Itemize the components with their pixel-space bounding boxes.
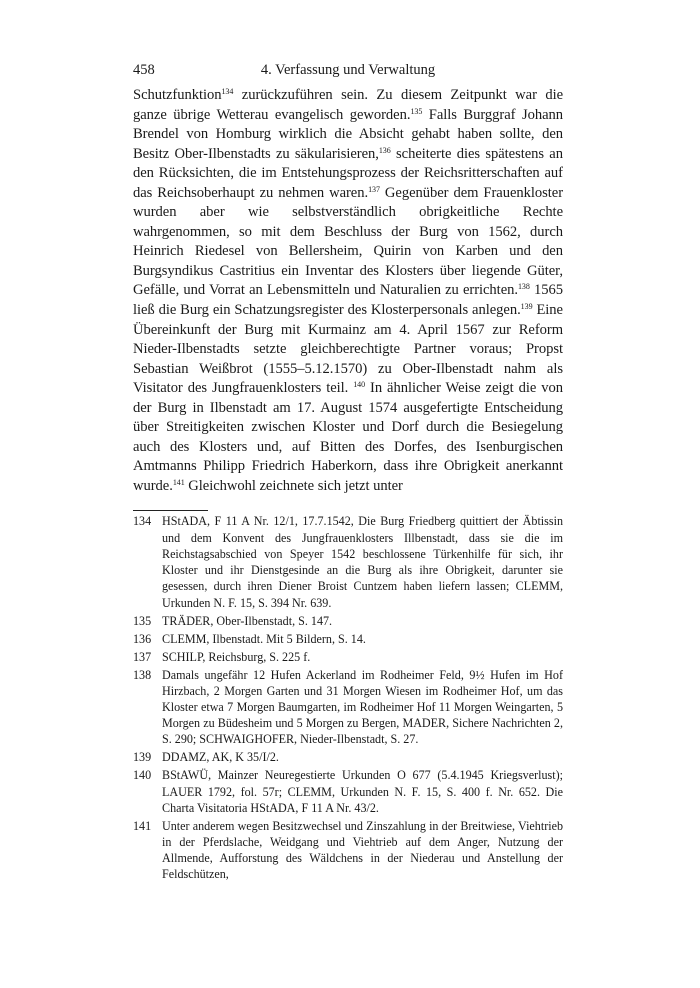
book-page [133,56,563,883]
footnote [133,631,563,647]
body-text-segment: zurückzuführen sein. Zu diesem Zeitpunkt war die ganze übrige Wetterau evangelisch geworden. [133,87,563,123]
footnote-number: 137 [133,649,152,664]
footnote-number: 138 [133,667,152,682]
footnote-number: 139 [133,750,152,765]
footnote [133,613,563,629]
body-paragraph [133,86,563,496]
body-text-segment: scheiterte dies spätestens an den Rücksichten, die im Entstehungsprozess der Reichsritterschaften auf das Reichsoberhaupt zu nehmen waren. [133,145,563,201]
footnote-divider [133,510,208,511]
body-text-segment: 1565 ließ die Burg ein Schatzungsregister des Klosterpersonals anlegen. [133,282,563,319]
footnote [133,649,563,665]
footnote-text: BStAWÜ, Mainzer Neuregestierte Urkunden O 677 (5.4.1945 Kriegsverlust); LAUER 1792, fol. 57r; CLEMM, Urkunden N. F. 15, S. 400 f. Nr. 652. Die Charta Visitatoria HStADA, F 11 A Nr. 43/2. [162,768,563,815]
footnote-text: Damals ungefähr 12 Hufen Ackerland im Rodheimer Feld, 9½ Hufen im Hof Hirzbach, 2 Morgen Garten und 31 Morgen Wiesen im Rodheimer Hof, um das Kloster etwa 7 Morgen Baumgarten, im Rodheimer Hof 11 Morgen Weingarten, 5 Morgen zu Büdesheim und 5 Morgen zu Bergen, MADER, Sichere Nachrichten 2, S. 290; SCHWAIGHOFER, Nieder-Ilbenstadt, S. 27. [162,667,563,747]
footnote-text: HStADA, F 11 A Nr. 12/1, 17.7.1542, Die Burg Friedberg quittiert der Äbtissin und dem Konvent des Jungfrauenklosters Illbenstadt, dass sie die im Reichstagsabschied von Speyer 1542 beschlossene Türkenhilfe für sich, ihr Kloster und ihr Dienstgesinde an die Burg als ihre Obrigkeit, darunter sie gesessen, durch ihren Diener Broist Cuntzem haben liefern lassen; CLEMM, Urkunden N. F. 15, S. 394 Nr. 639. [162,514,563,610]
footnote-number: 141 [133,818,152,833]
running-title: 4. Verfassung und Verwaltung [260,62,436,78]
footnote-reference: 139 [520,302,533,312]
footnote-reference: 135 [410,106,423,116]
footnote-text: SCHILP, Reichsburg, S. 225 f. [162,649,311,664]
footnote-text: Unter anderem wegen Besitzwechsel und Zinszahlung in der Breitwiese, Viehtrieb in der Pferdslache, Weidgang und Viehtrieb auf dem Anger, Nutzung der Allmende, Aufforstung des Wäldchens in der Niederau und Anstellung der Feldschützen, [162,818,563,882]
footnote-reference: 137 [368,184,380,194]
footnote-reference: 136 [378,145,391,155]
body-text-segment: Schutzfunktion [133,87,222,103]
footnote-reference: 140 [353,380,366,390]
footnote-text: DDAMZ, AK, K 35/I/2. [162,750,279,765]
body-text-segment: In ähnlicher Weise zeigt die von der Burg in Ilbenstadt am 17. August 1574 ausgefertigte Entscheidung über Streitigkeiten zwischen Kloster und Dorf durch die Besiegelung auch des Klosters und, auf Bitten des Dorfes, des Isenburgischen Amtmanns Philipp Friedrich Haberkorn, dass ihre Obrigkeit anerkannt wurde. [133,380,563,494]
footnote-reference: 134 [221,87,234,96]
footnote-number: 140 [133,768,152,783]
footnote [133,667,563,748]
footnote-text: CLEMM, Ilbenstadt. Mit 5 Bildern, S. 14. [162,631,366,646]
page-header [133,56,563,86]
footnote [133,818,563,883]
body-text-segment: Eine Übereinkunft der Burg mit Kurmainz am 4. April 1567 zur Reform Nieder-Ilbenstadts setzte gleichberechtigte Partner voraus; Propst Sebastian Weißbrot (1555–5.12.1570) zu Ober-Ilbenstadt nahm als Visitator des Jungfrauenklosters teil. [133,302,563,397]
body-text-segment: Gegenüber dem Frauenkloster wurden aber wie selbstverständlich obrigkeitliche Rechte wahrgenommen, so mit dem Beschluss der Burg von 1562, durch Heinrich Riedesel von Bellersheim, Quirin von Karben und den Burgsyndikus Castritius ein Inventar des Klosters über liegende Güter, Gefälle, und Vorrat an Lebensmitteln und Naturalien zu errichten. [133,184,564,299]
footnote-text: TRÄDER, Ober-Ilbenstadt, S. 147. [162,613,333,628]
footnote [133,767,563,816]
footnote-reference: 141 [172,477,185,487]
footnote-number: 136 [133,631,152,646]
page-number: 458 [133,62,155,78]
footnote [133,749,563,765]
footnote-number: 135 [133,613,152,628]
body-text-segment: Falls Burggraf Johann Brendel von Homburg wirklich die Absicht gehabt haben sollte, den Besitz Ober-Ilbenstadts zu säkularisieren, [133,106,563,162]
footnote [133,513,563,610]
body-text-segment: Gleichwohl zeichnete sich jetzt unter [184,477,403,494]
footnote-reference: 138 [517,282,530,292]
footnotes [133,513,563,882]
footnote-number: 134 [133,514,152,529]
